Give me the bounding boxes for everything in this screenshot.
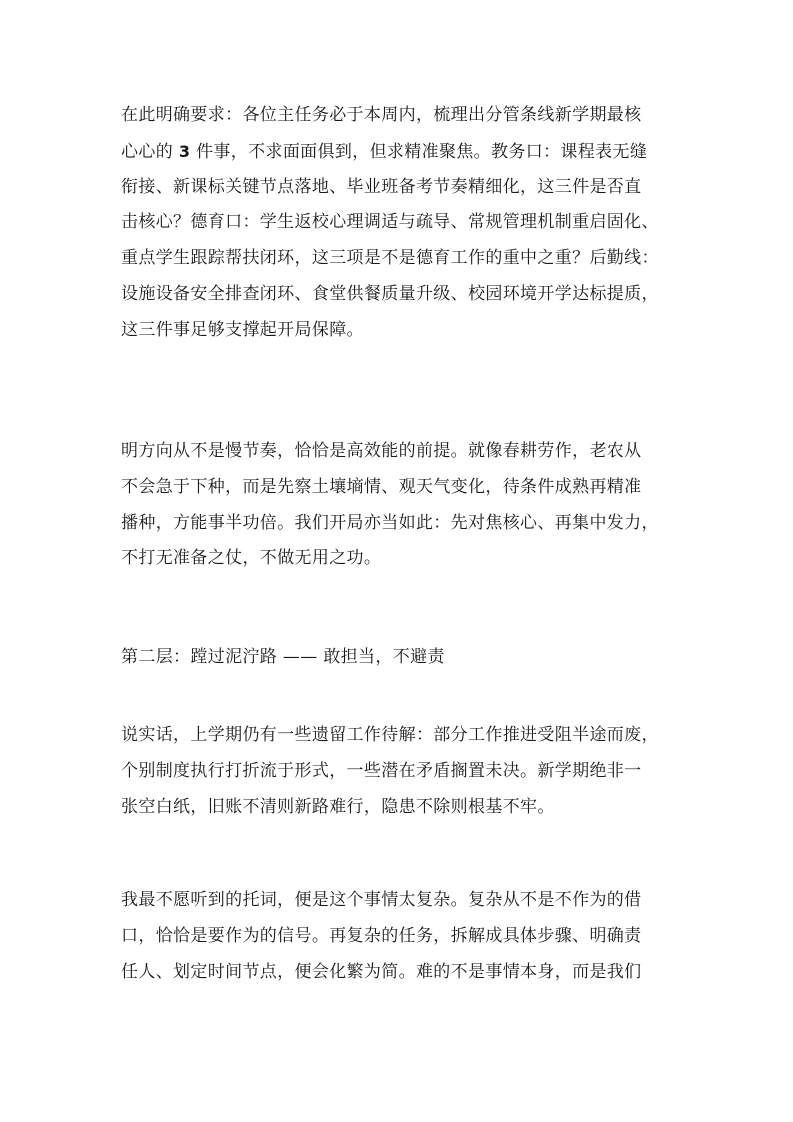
section-heading [121, 640, 445, 676]
text-line: 任人、划定时间节点，便会化繁为简。难的不是事情本身，而是我们 [121, 961, 642, 982]
text-line: 说实话，上学期仍有一些遗留工作待解：部分工作推进受阻半途而废， [121, 725, 659, 745]
number-three: 3 [178, 141, 191, 161]
text-line [121, 134, 659, 170]
text-line: 口，恰恰是要作为的信号。再复杂的任务，拆解成具体步骤、明确责 [121, 925, 642, 946]
text-line: 击核心？德育口：学生返校心理调适与疏导、常规管理机制重启固化、 [121, 212, 659, 233]
text-line: 张空白纸，旧账不清则新路难行，隐患不除则根基不牢。 [121, 796, 555, 817]
text-line: 衔接、新课标关键节点落地、毕业班备考节奏精细化，这三件是否直 [121, 176, 642, 197]
text-line: 不会急于下种，而是先察土壤墒情、观天气变化，待条件成熟再精准 [121, 476, 642, 497]
text-line: 明方向从不是慢节奏，恰恰是高效能的前提。就像春耕劳作，老农从 [121, 441, 642, 461]
text-fragment: 件事，不求面面俱到，但求精准聚焦。教务口：课程表无缝 [196, 141, 648, 162]
heading-text: 第二层：蹚过泥泞路 —— 敢担当，不避责 [121, 647, 445, 667]
text-fragment: 心心的 [121, 141, 174, 162]
paragraph-direction [121, 434, 659, 577]
text-line: 我最不愿听到的托词，便是这个事情太复杂。复杂从不是不作为的借 [121, 890, 642, 910]
text-line: 重点学生跟踪帮扶闭环，这三项是不是德育工作的重中之重？后勤线： [121, 248, 659, 269]
text-line: 这三件事足够支撑起开局保障。 [121, 319, 364, 340]
text-line: 在此明确要求：各位主任务必于本周内，梳理出分管条线新学期最核 [121, 105, 642, 125]
text-line: 不打无准备之仗，不做无用之功。 [121, 548, 382, 569]
text-line: 个别制度执行打折流于形式，一些潜在矛盾搁置未决。新学期绝非一 [121, 760, 642, 781]
text-line: 播种，方能事半功倍。我们开局亦当如此：先对焦核心、再集中发力， [121, 512, 659, 533]
paragraph-complexity [121, 883, 642, 990]
paragraph-requirements [121, 98, 659, 349]
text-line: 设施设备安全排查闭环、食堂供餐质量升级、校园环境开学达标提质， [121, 283, 659, 304]
paragraph-legacy-work [121, 718, 659, 825]
